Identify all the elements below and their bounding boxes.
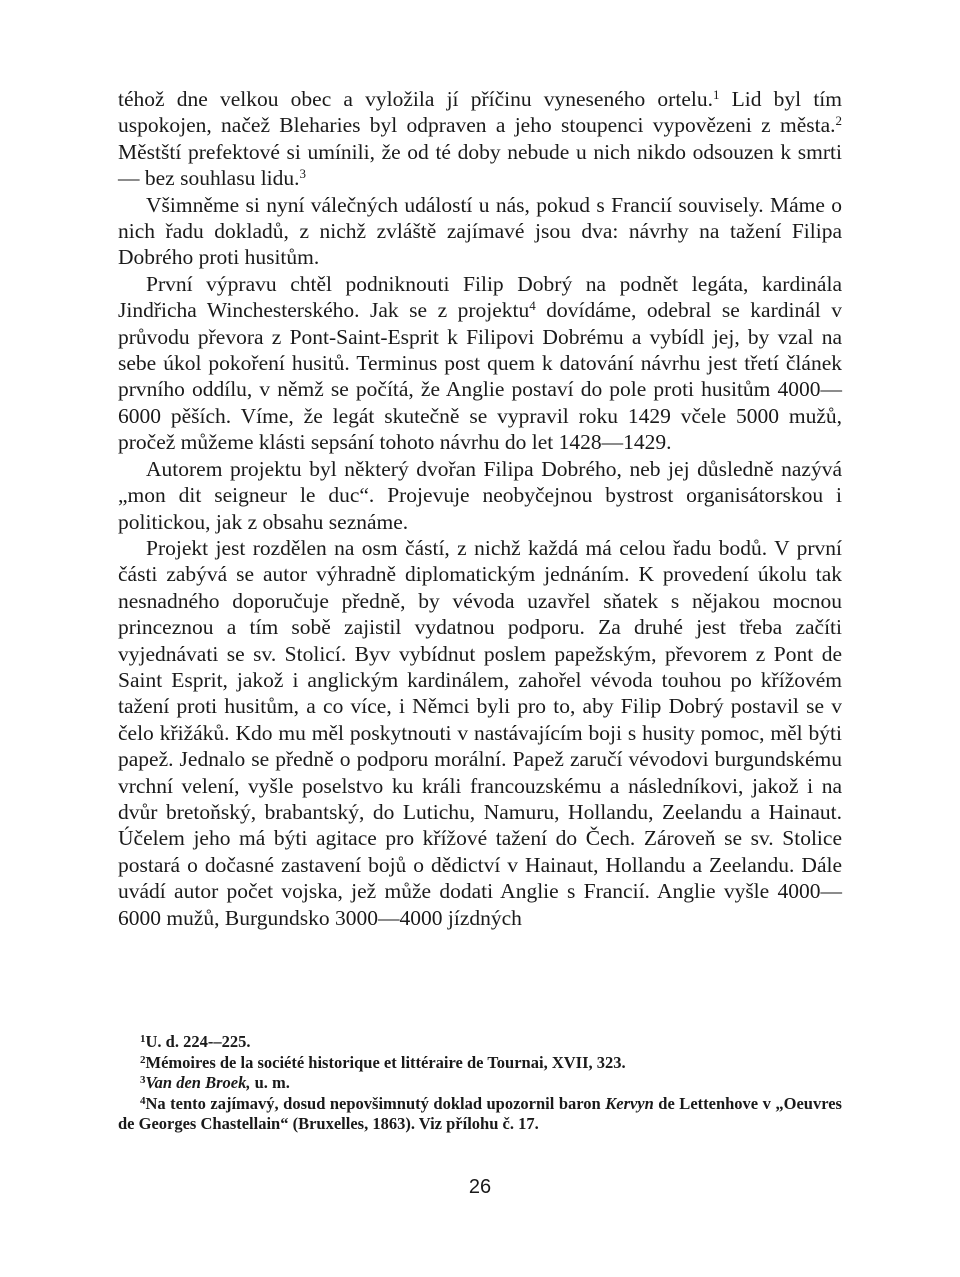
paragraph [118,271,842,456]
paragraph [118,86,842,192]
text-run: Všimněme si nyní válečných událostí u nás, pokud s Francií souvisely. Máme o nich řadu dokladů, z nichž zvláště zajímavé jsou dva: návrhy na tažení Filipa Dobrého proti husitům. [118,192,842,270]
main-text [118,86,842,931]
text-run: Projekt jest rozdělen na osm částí, z nichž každá má celou řadu bodů. V první části zabývá se autor výhradně diplomatickým jednáním. K provedení úkolu tak nesnadného doporučuje předně, by vévoda uzavřel sňatek s nějakou mocnou princeznou a tím sobě zajistil vydatnou podporu. Za druhé jest třeba začíti vyjednávati se sv. Stolicí. Byv vybídnut poslem papežským, převorem z Pont de Saint Esprit, jakož i anglickým kardinálem, zahořel vévoda touhou po křížovém tažení proti husitům, a co více, i Němci byli pro to, aby Filip Dobrý postavil se v čelo křižáků. Kdo mu měl poskytnouti v nastávajícím boji s husity pomoc, měl býti papež. Jednalo se předně o podporu morální. Papež zaručí vévodovi burgundskému vrchní velení, vyšle poselstvo ku králi francouzskému a následníkovi, jakož i na dvůr bretoňský, brabantský, do Lutichu, Namuru, Hollandu, Zeelandu a Hainaut. Účelem jeho má býti agitace pro křížové tažení do Čech. Zároveň se sv. Stolice postará o dočasné zastavení bojů o dědictví v Hainaut, Hollandu a Zeelandu. Dále uvádí autor počet vojska, jež může dodati Anglie s Francií. Anglie vyšle 4000—6000 mužů, Burgundsko 3000—4000 jízdných [118,535,842,930]
paragraph [118,192,842,271]
text-run: U. d. 224-–225. [145,1032,251,1051]
text-run: První výpravu chtěl podniknouti Filip Dobrý na podnět legáta, kardinála Jindřicha Winchesterského. Jak se z projektu [118,271,842,323]
page-number: 26 [468,1176,492,1198]
italic-text: Kervyn [605,1093,654,1113]
footnote [118,1032,842,1053]
text-run: téhož dne velkou obec a vyložila jí příčinu vyneseného ortelu. [118,87,713,111]
text-run: Městští prefektové si umínili, že od té doby nebude u nich nikdo odsouzen k smrti — bez souhlasu lidu. [118,139,842,191]
text-run: Autorem projektu byl některý dvořan Filipa Dobrého, neb jej důsledně nazývá „mon dit seigneur le duc“. Projevuje neobyčejnou bystrost organisátorskou i politickou, jak z obsahu seznáme. [118,456,842,534]
footnote-ref: 3 [299,166,307,182]
footnotes [118,1032,842,1135]
italic-text: Van den Broek, [145,1073,251,1092]
text-run: de Lettenhove v „Oeuvres de Georges Chastellain“ (Bruxelles, 1863). Viz přílohu č. 17. [118,1093,842,1133]
paragraph [118,535,842,931]
text-run: Mémoires de la société historique et littéraire de Tournai, XVII, 323. [145,1052,626,1072]
footnote [118,1053,842,1074]
footnote [118,1094,842,1135]
text-run: Lid byl tím uspokojen, načež Bleharies byl odpraven a jeho stoupenci vypovězeni z města. [118,87,843,138]
text-run: Na tento zajímavý, dosud nepovšimnutý doklad upozornil baron [145,1093,606,1113]
footnote-ref: 4 [140,1094,146,1107]
text-run: u. m. [250,1073,290,1092]
paragraph [118,456,842,535]
footnote-ref: 4 [529,298,536,314]
footnote-ref: 3 [140,1074,146,1086]
footnote [118,1073,842,1094]
footnote-ref: 1 [712,87,720,102]
footnote-ref: 2 [835,113,842,129]
footnote-ref: 2 [140,1053,146,1066]
footnote-ref: 1 [140,1033,146,1045]
text-run: dovídáme, odebral se kardinál v průvodu převora z Pont-Saint-Esprit k Filipovi Dobrému a vybídl jej, by vzal na sebe úkol pokoření husitů. Terminus post quem k datování návrhu jest třetí článek prvního oddílu, v němž se počítá, že Anglie postaví do pole proti husitům 4000—6000 pěších. Víme, že legát skutečně se vypravil roku 1429 včele 5000 mužů, pročež můžeme klásti sepsání tohoto návrhu do let 1428—1429. [118,298,843,455]
